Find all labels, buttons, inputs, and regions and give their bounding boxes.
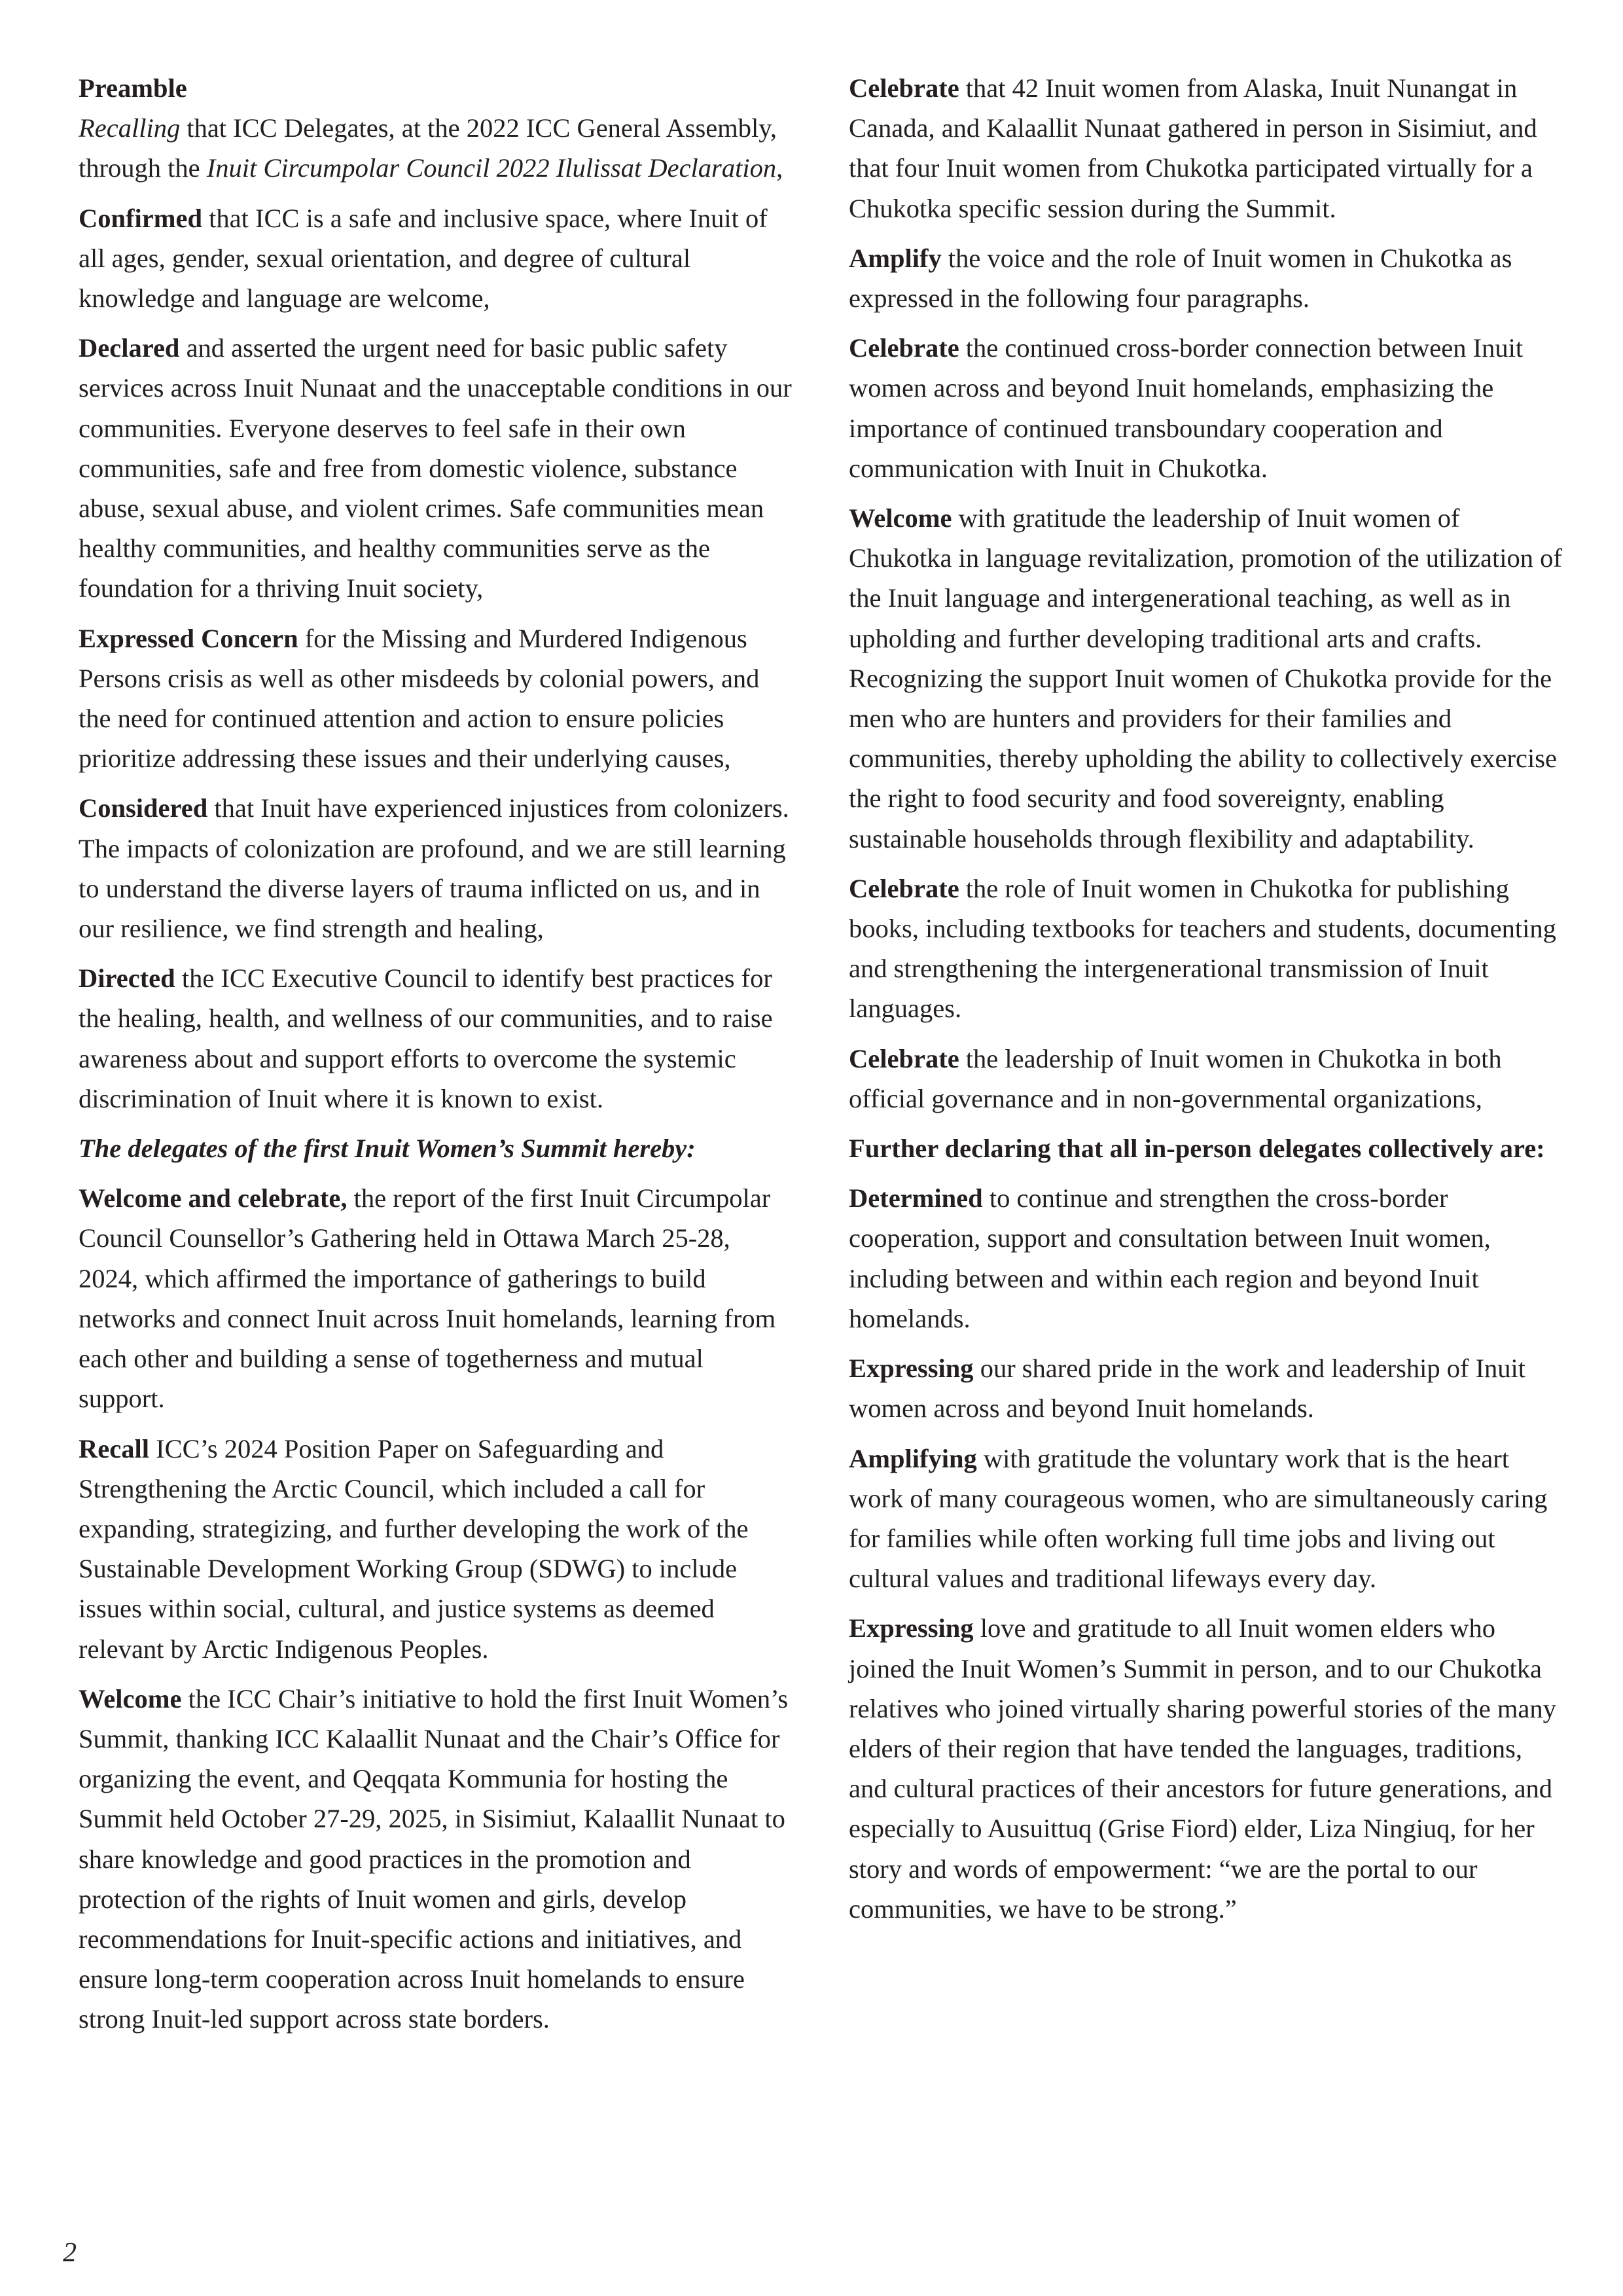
paragraph-considered: Considered that Inuit have experienced injustices from colonizers. The impacts of colonization are profound, and we are still learning to understand the diverse layers of trauma inflicted on us, and in our resilience, we find strength and healing, xyxy=(79,793,789,944)
paragraph-celebrate-books: Celebrate the role of Inuit women in Chukotka for publishing books, including textbooks for teachers and students, documenting and strengthening the intergenerational transmission of Inuit languages. xyxy=(849,873,1556,1024)
paragraph-amplifying: Amplifying with gratitude the voluntary work that is the heart work of many courageous women, who are simultaneously caring for families while often working full time jobs and living out cultural values and traditional lifeways every day. xyxy=(849,1443,1548,1594)
left-column xyxy=(79,68,792,2049)
preamble-heading: Preamble xyxy=(79,73,187,103)
paragraph-expressing-love: Expressing love and gratitude to all Inuit women elders who joined the Inuit Women’s Summit in person, and to our Chukotka relatives who joined virtually sharing powerful stories of the many elders of their region that have tended the languages, traditions, and cultural practices of their ancestors for future generations, and especially to Ausuittuq (Grise Fiord) elder, Liza Ningiuq, for her story and words of empowerment: “we are the portal to our communities, we have to be strong.” xyxy=(849,1613,1556,1924)
paragraph-celebrate-connection: Celebrate the continued cross-border connection between Inuit women across and beyond Inuit homelands, emphasizing the importance of continued transboundary cooperation and communication with Inuit in Chukotka. xyxy=(849,333,1524,483)
paragraph-determined: Determined to continue and strengthen the cross-border cooperation, support and consultation between Inuit women, including between and within each region and beyond Inuit homelands. xyxy=(849,1183,1491,1333)
paragraph-amplify: Amplify the voice and the role of Inuit women in Chukotka as expressed in the following four paragraphs. xyxy=(849,243,1512,314)
paragraph-expressed-concern: Expressed Concern for the Missing and Murdered Indigenous Persons crisis as well as other misdeeds by colonial powers, and the need for continued attention and action to ensure policies prioritize addressing these issues and their underlying causes, xyxy=(79,623,760,774)
right-column xyxy=(849,68,1562,1939)
paragraph-confirmed: Confirmed that ICC is a safe and inclusive space, where Inuit of all ages, gender, sexual orientation, and degree of cultural knowledge and language are welcome, xyxy=(79,203,768,314)
delegates-heading: The delegates of the first Inuit Women’s Summit hereby: xyxy=(79,1134,696,1164)
paragraph-recall: Recall ICC’s 2024 Position Paper on Safeguarding and Strengthening the Arctic Council, which included a call for expanding, strategizing, and further developing the work of the Sustainable Development Working Group (SDWG) to include issues within social, cultural, and justice systems as deemed relevant by Arctic Indigenous Peoples. xyxy=(79,1433,749,1664)
paragraph-welcome-celebrate: Welcome and celebrate, the report of the first Inuit Circumpolar Council Counsellor’s Gathering held in Ottawa March 25-28, 2024, which affirmed the importance of gatherings to build networks and connect Inuit across Inuit homelands, learning from each other and building a sense of togetherness and mutual support. xyxy=(79,1183,776,1414)
paragraph-welcome-chair: Welcome the ICC Chair’s initiative to hold the first Inuit Women’s Summit, thanking ICC Kalaallit Nunaat and the Chair’s Office for organizing the event, and Qeqqata Kommunia for hosting the Summit held October 27-29, 2025, in Sisimiut, Kalaallit Nunaat to share knowledge and good practices in the promotion and protection of the rights of Inuit women and girls, develop recommendations for Inuit-specific actions and initiatives, and ensure long-term cooperation across Inuit homelands to ensure strong Inuit-led support across state borders. xyxy=(79,1683,789,2034)
paragraph-expressing-pride: Expressing our shared pride in the work and leadership of Inuit women across and beyond Inuit homelands. xyxy=(849,1354,1526,1424)
paragraph-declared: Declared and asserted the urgent need for basic public safety services across Inuit Nunaat and the unacceptable conditions in our communities. Everyone deserves to feel safe in their own communities, safe and free from domestic violence, substance abuse, sexual abuse, and violent crimes. Safe communities mean healthy communities, and healthy communities serve as the foundation for a thriving Inuit society, xyxy=(79,333,792,603)
paragraph-celebrate-governance: Celebrate the leadership of Inuit women in Chukotka in both official governance and in non-governmental organizations, xyxy=(849,1043,1502,1113)
paragraph-celebrate-42: Celebrate that 42 Inuit women from Alaska, Inuit Nunangat in Canada, and Kalaallit Nunaat gathered in person in Sisimiut, and that four Inuit women from Chukotka participated virtually for a Chukotka specific session during the Summit. xyxy=(849,73,1537,223)
page-number: 2 xyxy=(63,2238,77,2268)
further-declaring-heading: Further declaring that all in-person delegates collectively are: xyxy=(849,1134,1545,1164)
paragraph-welcome-leadership: Welcome with gratitude the leadership of Inuit women of Chukotka in language revitalization, promotion of the utilization of the Inuit language and intergenerational teaching, as well as in upholding and further developing traditional arts and crafts. Recognizing the support Inuit women of Chukotka provide for the men who are hunters and providers for their families and communities, thereby upholding the ability to collectively exercise the right to food security and food sovereignty, enabling sustainable households through flexibility and adaptability. xyxy=(849,503,1562,853)
paragraph-directed: Directed the ICC Executive Council to identify best practices for the healing, health, and wellness of our communities, and to raise awareness about and support efforts to overcome the systemic discrimination of Inuit where it is known to exist. xyxy=(79,963,773,1113)
recalling-paragraph: Recalling that ICC Delegates, at the 2022 ICC General Assembly, through the Inuit Circumpolar Council 2022 Ilulissat Declaration, xyxy=(79,113,783,183)
